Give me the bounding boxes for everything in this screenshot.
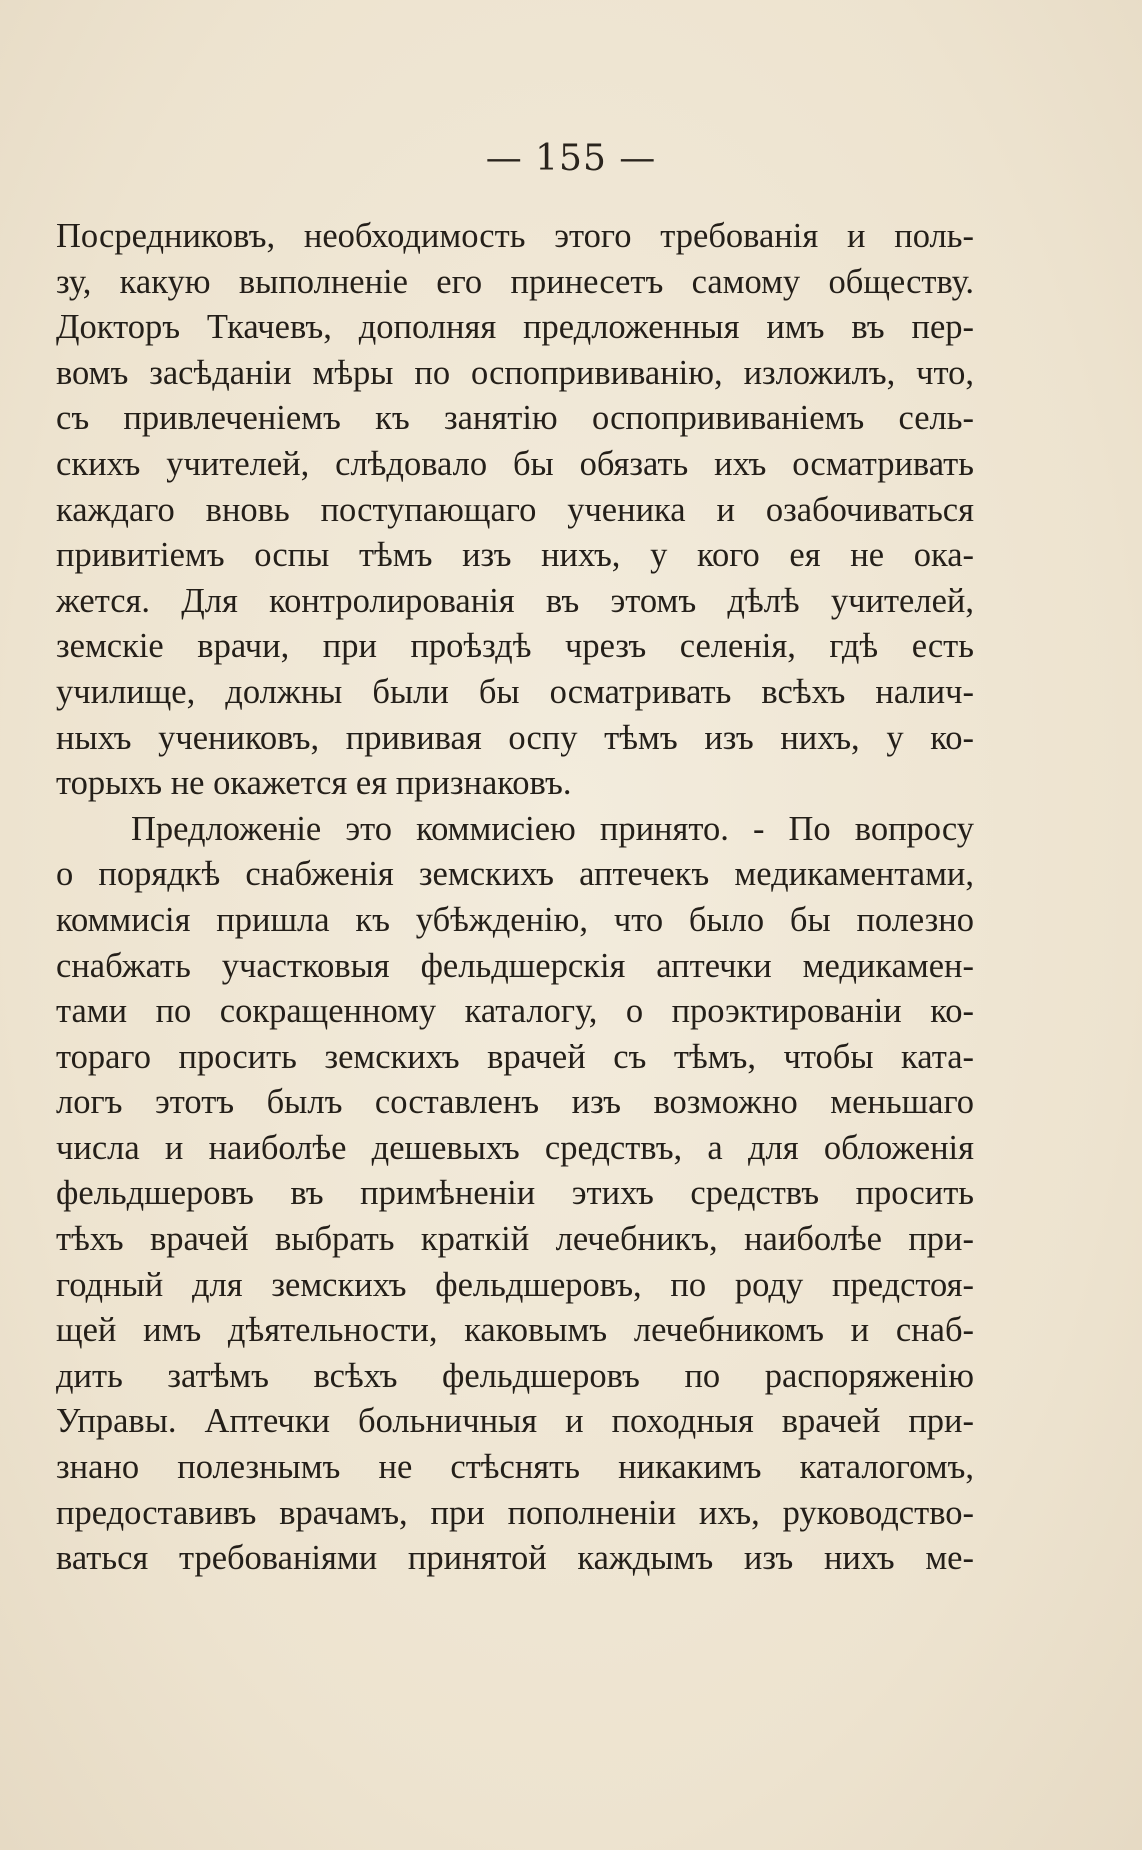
text-line: снабжать участковыя фельдшерскія аптечки медикамен-	[56, 946, 974, 985]
text-line: зу, какую выполненіе его принесетъ самому обществу.	[56, 262, 974, 301]
text-line: скихъ учителей, слѣдовало бы обязать ихъ осматривать	[56, 444, 974, 483]
text-line: знано полезнымъ не стѣснять никакимъ каталогомъ,	[56, 1448, 974, 1487]
text-line: Докторъ Ткачевъ, дополняя предложенныя имъ въ пер-	[56, 308, 974, 347]
body-text	[56, 214, 974, 1582]
text-line: ваться требованіями принятой каждымъ изъ нихъ ме-	[56, 1539, 974, 1578]
text-line: дить затѣмъ всѣхъ фельдшеровъ по распоряженію	[56, 1356, 974, 1395]
text-line: Управы. Аптечки больничныя и походныя врачей при-	[56, 1402, 974, 1441]
text-line: о порядкѣ снабженія земскихъ аптечекъ медикаментами,	[56, 855, 974, 894]
text-line: щей имъ дѣятельности, каковымъ лечебникомъ и снаб-	[56, 1311, 974, 1350]
text-line: съ привлеченіемъ къ занятію оспопрививаніемъ сель-	[56, 399, 974, 438]
text-line: числа и наиболѣе дешевыхъ средствъ, а для обложенія	[56, 1128, 974, 1167]
text-line: жется. Для контролированія въ этомъ дѣлѣ учителей,	[56, 581, 974, 620]
text-line: торыхъ не окажется ея признаковъ.	[56, 764, 572, 803]
text-line: Посредниковъ, необходимость этого требованія и поль-	[56, 217, 974, 255]
text-line: тѣхъ врачей выбрать краткій лечебникъ, наиболѣе при-	[56, 1220, 974, 1259]
text-line: привитіемъ оспы тѣмъ изъ нихъ, у кого ея не ока-	[56, 536, 974, 575]
page-number: — 155 —	[485, 138, 657, 179]
text-line: тораго просить земскихъ врачей съ тѣмъ, чтобы ката-	[56, 1037, 974, 1076]
text-line: училище, должны были бы осматривать всѣхъ налич-	[56, 672, 974, 711]
text-line: тами по сокращенному каталогу, о проэктированіи ко-	[56, 992, 974, 1031]
text-line: годный для земскихъ фельдшеровъ, по роду предстоя-	[56, 1265, 974, 1304]
text-line: логъ этотъ былъ составленъ изъ возможно меньшаго	[56, 1083, 974, 1122]
text-line: фельдшеровъ въ примѣненіи этихъ средствъ просить	[56, 1174, 974, 1213]
text-line: Предложеніе это коммисіею принято. - По вопросу	[131, 809, 974, 848]
text-line: предоставивъ врачамъ, при пополненіи ихъ, руководство-	[56, 1493, 974, 1532]
text-line: земскіе врачи, при проѣздѣ чрезъ селенія, гдѣ есть	[56, 627, 974, 666]
text-line: ныхъ учениковъ, прививая оспу тѣмъ изъ нихъ, у ко-	[56, 718, 974, 757]
text-line: вомъ засѣданіи мѣры по оспопрививанію, изложилъ, что,	[56, 353, 974, 392]
text-line: коммисія пришла къ убѣжденію, что было бы полезно	[56, 900, 974, 939]
text-line: каждаго вновь поступающаго ученика и озабочиваться	[56, 490, 974, 529]
